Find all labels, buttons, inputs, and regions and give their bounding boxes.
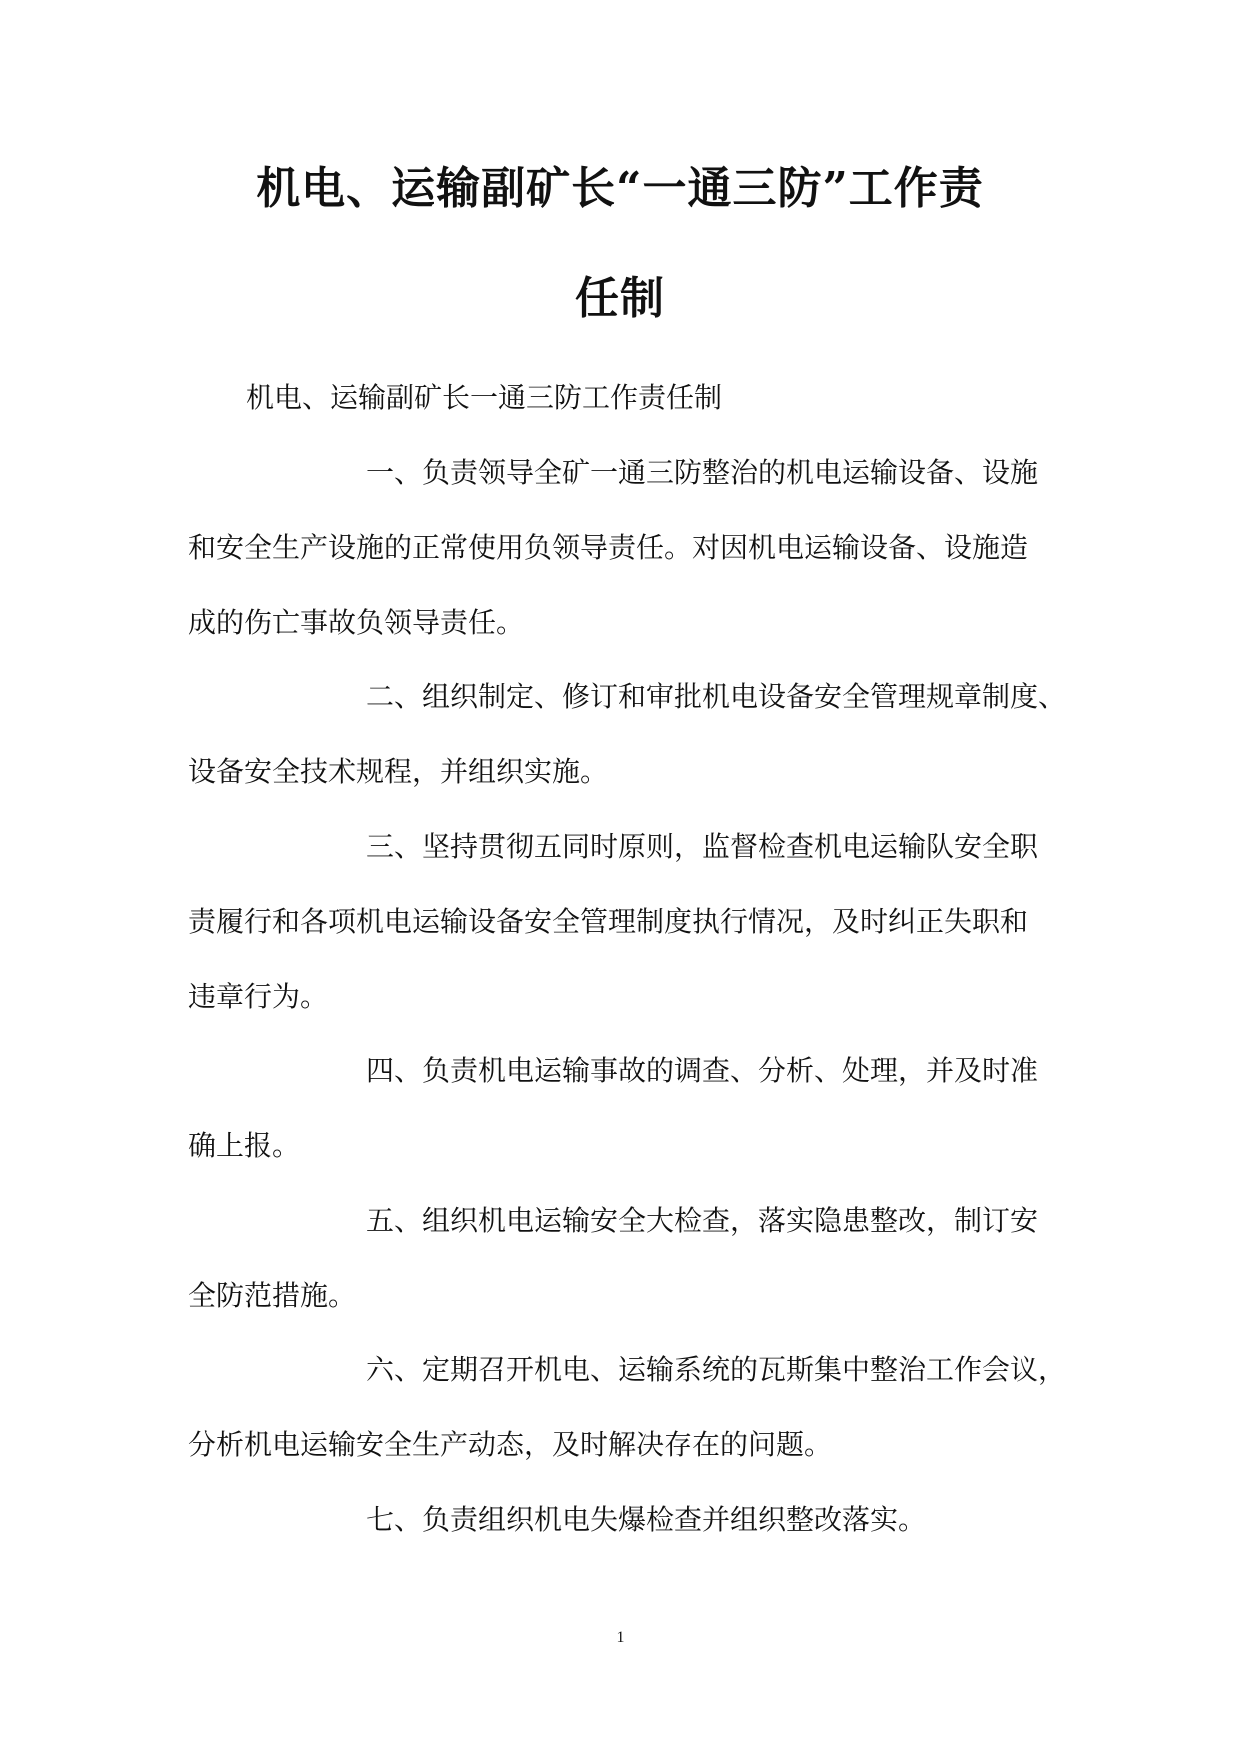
- paragraph-7-line-1: 七、负责组织机电失爆检查并组织整改落实。: [366, 1503, 927, 1536]
- document-subtitle: 机电、运输副矿长一通三防工作责任制: [246, 381, 723, 414]
- paragraph-6-line-1: 六、定期召开机电、运输系统的瓦斯集中整治工作会议，: [366, 1353, 1067, 1386]
- document-title-line-2: 任制: [575, 273, 665, 324]
- paragraph-3-line-2: 责履行和各项机电运输设备安全管理制度执行情况，及时纠正失职和: [188, 905, 1029, 938]
- paragraph-3-line-1: 三、坚持贯彻五同时原则，监督检查机电运输队安全职: [366, 830, 1039, 863]
- paragraph-5-line-1: 五、组织机电运输安全大检查，落实隐患整改，制订安: [366, 1204, 1039, 1237]
- paragraph-1-line-3: 成的伤亡事故负领导责任。: [188, 606, 525, 639]
- paragraph-4-line-1: 四、负责机电运输事故的调查、分析、处理，并及时准: [366, 1054, 1039, 1087]
- paragraph-3-line-3: 违章行为。: [188, 980, 329, 1013]
- paragraph-1-line-1: 一、负责领导全矿一通三防整治的机电运输设备、设施: [366, 456, 1039, 489]
- paragraph-5-line-2: 全防范措施。: [188, 1279, 357, 1312]
- document-title-line-1: 机电、运输副矿长“一通三防”工作责: [256, 163, 984, 214]
- paragraph-2-line-1: 二、组织制定、修订和审批机电设备安全管理规章制度、: [366, 680, 1067, 713]
- paragraph-6-line-2: 分析机电运输安全生产动态，及时解决存在的问题。: [188, 1428, 833, 1461]
- paragraph-4-line-2: 确上报。: [188, 1129, 301, 1162]
- page-number: 1: [616, 1629, 625, 1646]
- paragraph-1-line-2: 和安全生产设施的正常使用负领导责任。对因机电运输设备、设施造: [188, 531, 1029, 564]
- paragraph-2-line-2: 设备安全技术规程，并组织实施。: [188, 755, 609, 788]
